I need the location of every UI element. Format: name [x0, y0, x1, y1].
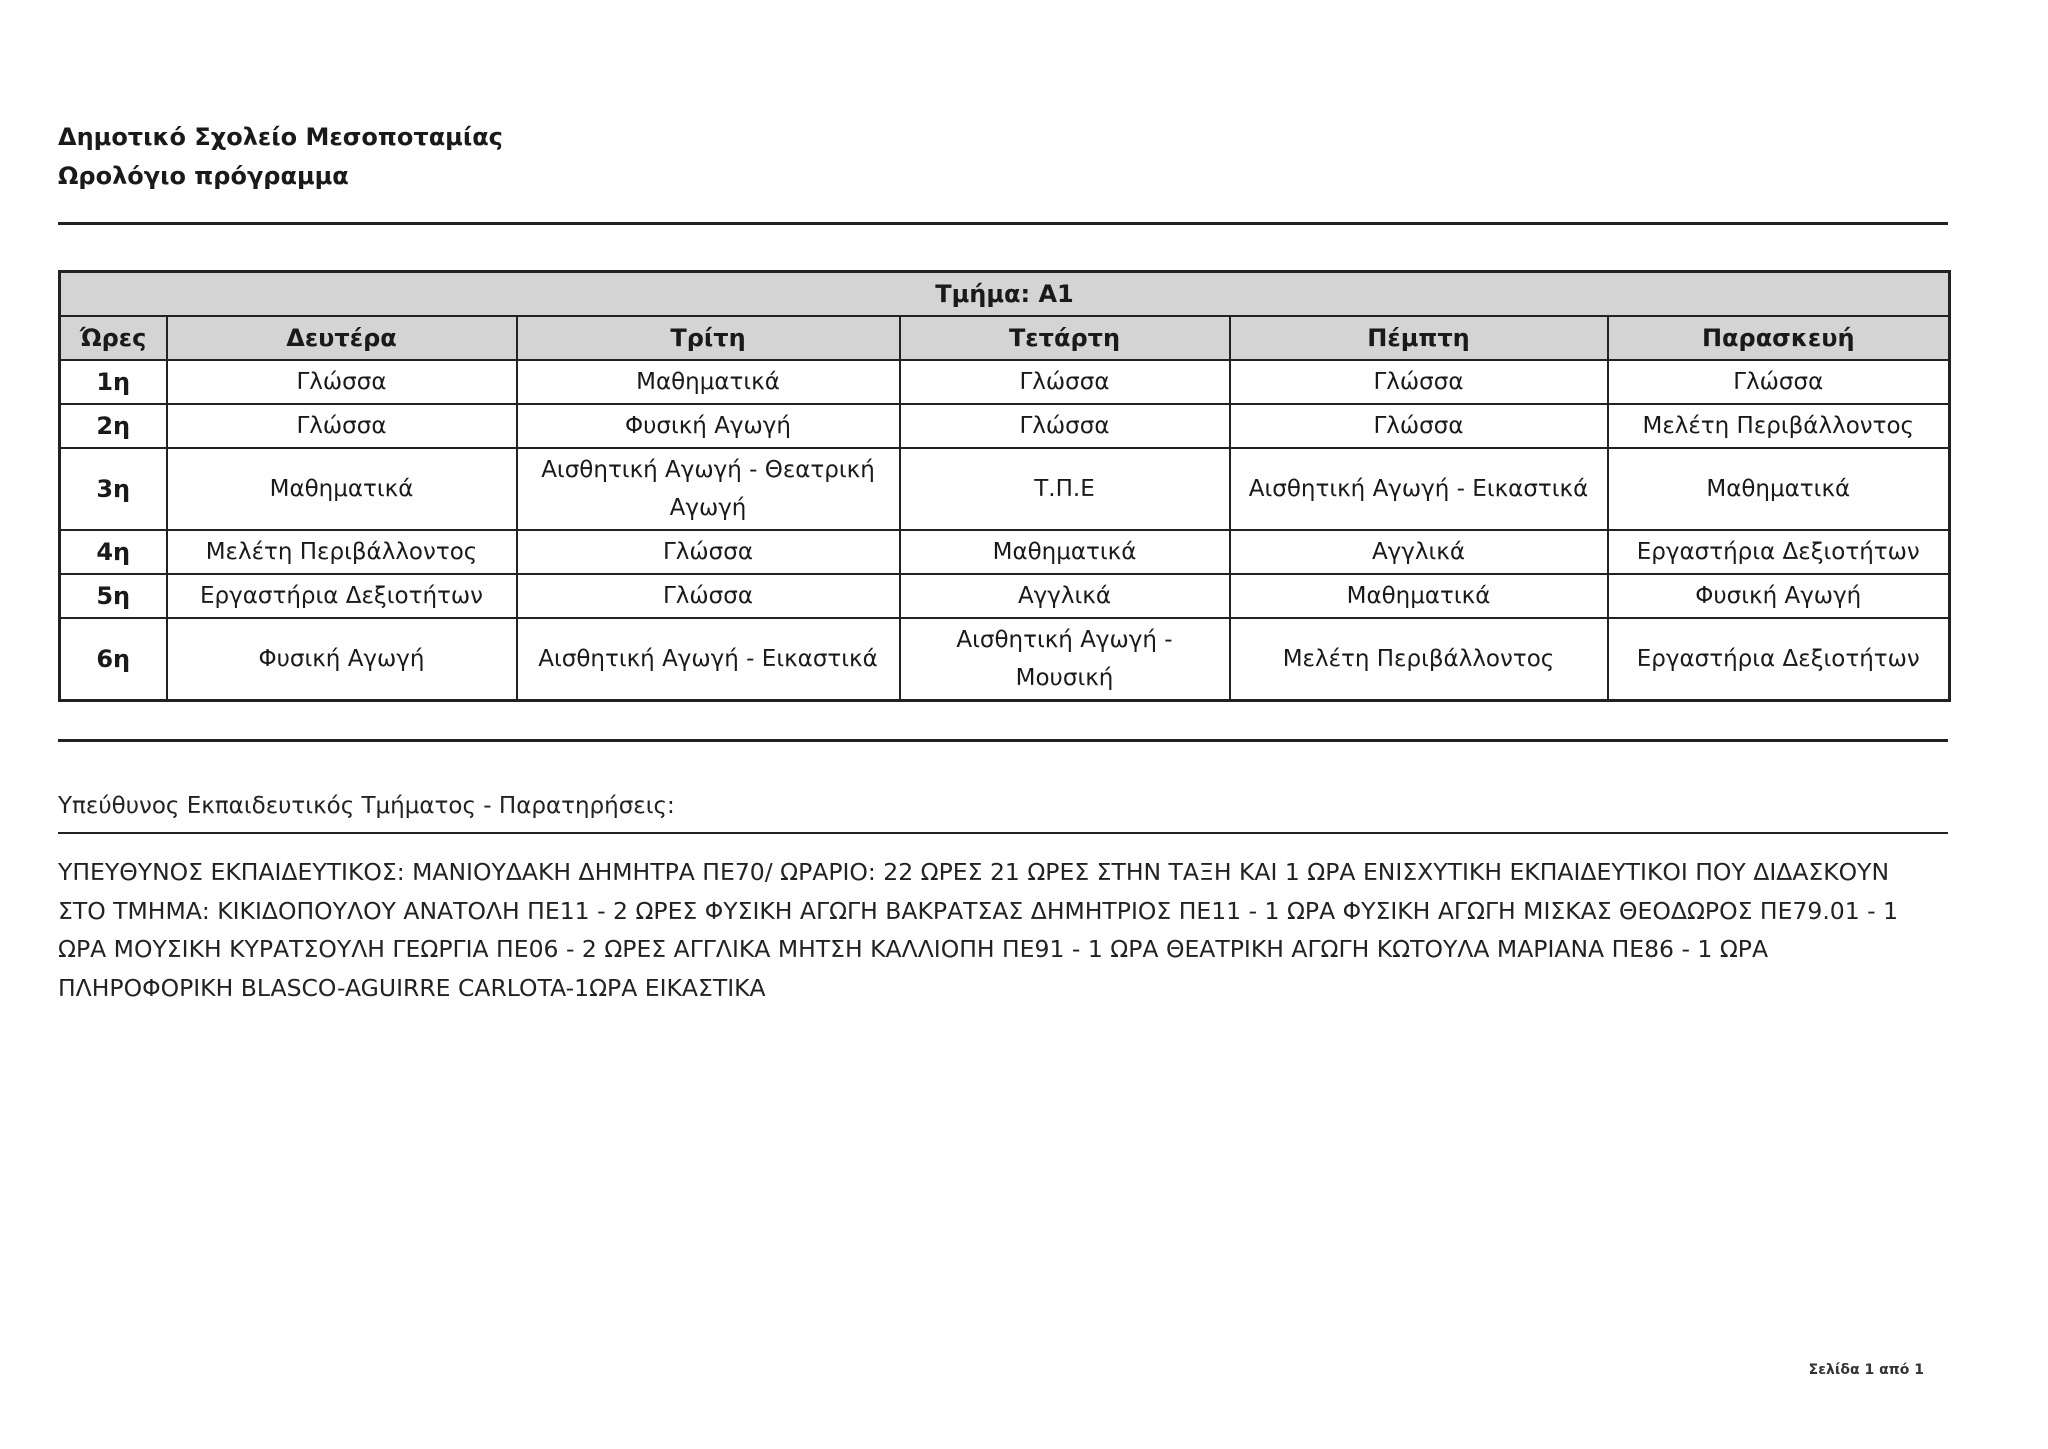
lesson-cell: Μελέτη Περιβάλλοντος: [167, 530, 517, 574]
lesson-cell: Αισθητική Αγωγή - Θεατρική Αγωγή: [517, 448, 900, 530]
lesson-cell: Αγγλικά: [900, 574, 1230, 618]
day-header: Τρίτη: [517, 316, 900, 360]
table-row: [60, 618, 1950, 700]
school-name: Δημοτικό Σχολείο Μεσοποταμίας: [58, 123, 503, 151]
lesson-cell: Φυσική Αγωγή: [1608, 574, 1950, 618]
lesson-cell: Μαθηματικά: [900, 530, 1230, 574]
page-number: Σελίδα 1 από 1: [1808, 1362, 1924, 1378]
lesson-cell: Γλώσσα: [167, 360, 517, 404]
top-divider: [58, 222, 1948, 225]
lesson-cell: Μαθηματικά: [517, 360, 900, 404]
day-header: Πέμπτη: [1230, 316, 1608, 360]
lesson-cell: Γλώσσα: [900, 404, 1230, 448]
document-header: [58, 118, 503, 196]
document-subtitle: Ωρολόγιο πρόγραμμα: [58, 162, 349, 190]
lesson-cell: Φυσική Αγωγή: [517, 404, 900, 448]
lesson-cell: Αισθητική Αγωγή - Μουσική: [900, 618, 1230, 700]
hour-cell: 4η: [60, 530, 167, 574]
remarks-label: Υπεύθυνος Εκπαιδευτικός Τμήματος - Παρατηρήσεις:: [58, 793, 675, 819]
lesson-cell: Εργαστήρια Δεξιοτήτων: [167, 574, 517, 618]
lesson-cell: Αισθητική Αγωγή - Εικαστικά: [517, 618, 900, 700]
hour-cell: 3η: [60, 448, 167, 530]
hour-cell: 5η: [60, 574, 167, 618]
middle-divider: [58, 739, 1948, 742]
day-header-row: [60, 316, 1950, 360]
table-row: [60, 574, 1950, 618]
section-title: Τμήμα: Α1: [60, 272, 1950, 317]
table-row: [60, 448, 1950, 530]
lesson-cell: Τ.Π.Ε: [900, 448, 1230, 530]
lesson-cell: Αγγλικά: [1230, 530, 1608, 574]
day-header: Παρασκευή: [1608, 316, 1950, 360]
lesson-cell: Φυσική Αγωγή: [167, 618, 517, 700]
lesson-cell: Γλώσσα: [167, 404, 517, 448]
lesson-cell: Γλώσσα: [1230, 404, 1608, 448]
lesson-cell: Μαθηματικά: [167, 448, 517, 530]
table-row: [60, 360, 1950, 404]
lesson-cell: Μαθηματικά: [1608, 448, 1950, 530]
hour-cell: 2η: [60, 404, 167, 448]
day-header: Τετάρτη: [900, 316, 1230, 360]
table-row: [60, 530, 1950, 574]
lesson-cell: Μαθηματικά: [1230, 574, 1608, 618]
lesson-cell: Γλώσσα: [1230, 360, 1608, 404]
remarks-divider: [58, 832, 1948, 834]
lesson-cell: Εργαστήρια Δεξιοτήτων: [1608, 618, 1950, 700]
hours-column-header: Ώρες: [60, 316, 167, 360]
lesson-cell: Γλώσσα: [517, 574, 900, 618]
hour-cell: 6η: [60, 618, 167, 700]
lesson-cell: Γλώσσα: [900, 360, 1230, 404]
lesson-cell: Γλώσσα: [517, 530, 900, 574]
lesson-cell: Γλώσσα: [1608, 360, 1950, 404]
timetable: [58, 270, 1951, 702]
table-row: [60, 404, 1950, 448]
lesson-cell: Εργαστήρια Δεξιοτήτων: [1608, 530, 1950, 574]
hour-cell: 1η: [60, 360, 167, 404]
lesson-cell: Μελέτη Περιβάλλοντος: [1608, 404, 1950, 448]
lesson-cell: Μελέτη Περιβάλλοντος: [1230, 618, 1608, 700]
day-header: Δευτέρα: [167, 316, 517, 360]
remarks-text: ΥΠΕΥΘΥΝΟΣ ΕΚΠΑΙΔΕΥΤΙΚΟΣ: ΜΑΝΙΟΥΔΑΚΗ ΔΗΜΗΤΡΑ ΠΕ70/ ΩΡΑΡΙΟ: 22 ΩΡΕΣ 21 ΩΡΕΣ ΣΤΗΝ ΤΑΞΗ ΚΑΙ 1 ΩΡΑ ΕΝΙΣΧΥΤΙΚΗ ΕΚΠΑΙΔΕΥΤΙΚΟΙ ΠΟΥ ΔΙΔΑΣΚΟΥΝ ΣΤΟ ΤΜΗΜΑ: ΚΙΚΙΔΟΠΟΥΛΟΥ ΑΝΑΤΟΛΗ ΠΕ11 - 2 ΩΡΕΣ ΦΥΣΙΚΗ ΑΓΩΓΗ ΒΑΚΡΑΤΣΑΣ ΔΗΜΗΤΡΙΟΣ ΠΕ11 - 1 ΩΡΑ ΦΥΣΙΚΗ ΑΓΩΓΗ ΜΙΣΚΑΣ ΘΕΟΔΩΡΟΣ ΠΕ79.01 - 1 ΩΡΑ ΜΟΥΣΙΚΗ ΚΥΡΑΤΣΟΥΛΗ ΓΕΩΡΓΙΑ ΠΕ06 - 2 ΩΡΕΣ ΑΓΓΛΙΚΑ ΜΗΤΣΗ ΚΑΛΛΙΟΠΗ ΠΕ91 - 1 ΩΡΑ ΘΕΑΤΡΙΚΗ ΑΓΩΓΗ ΚΩΤΟΥΛΑ ΜΑΡΙΑΝΑ ΠΕ86 - 1 ΩΡΑ ΠΛΗΡΟΦΟΡΙΚΗ BLASCO-AGUIRRE CARLOTA-1ΩΡΑ ΕΙΚΑΣΤΙΚΑ: [58, 858, 1899, 1002]
lesson-cell: Αισθητική Αγωγή - Εικαστικά: [1230, 448, 1608, 530]
